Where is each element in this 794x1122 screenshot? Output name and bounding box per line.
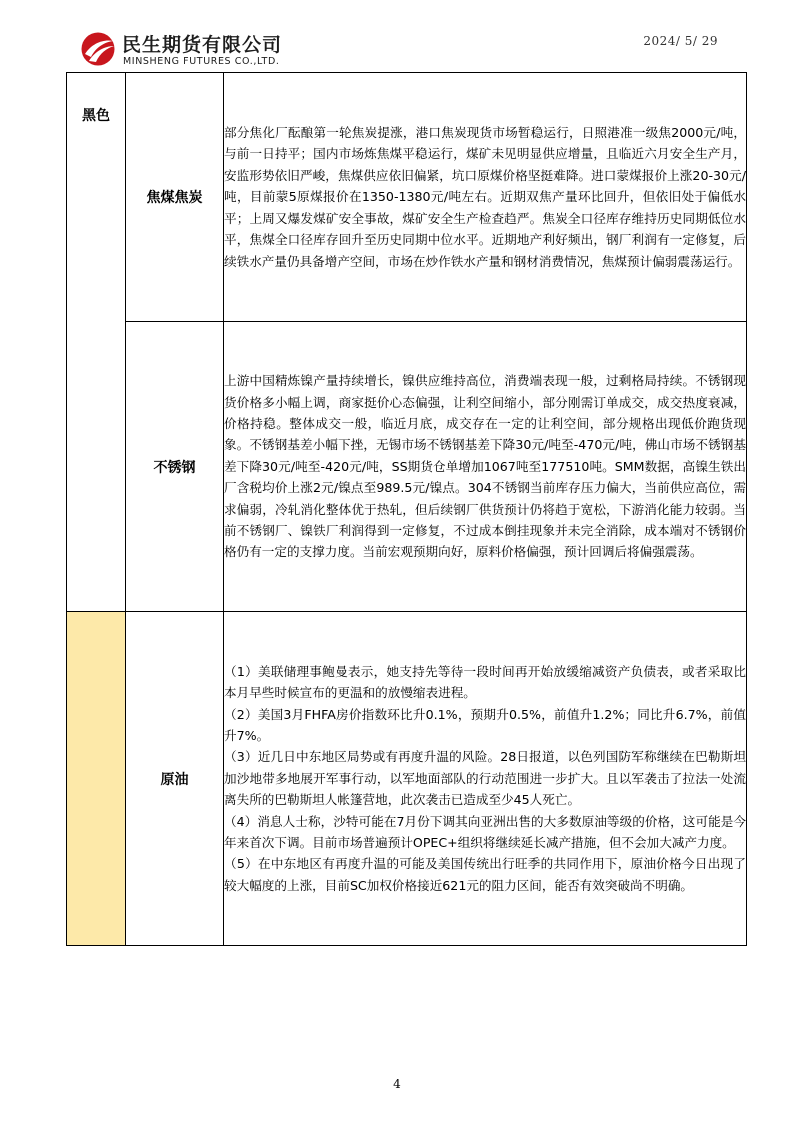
category-cell: 黑色 [67,73,126,612]
brand-name-cn: 民生期货有限公司 [122,34,283,56]
commodity-cell: 焦煤焦炭 [126,73,224,322]
page-number: 4 [393,1077,401,1091]
commodity-analysis-table [66,72,747,946]
analysis-paragraph: （1）美联储理事鲍曼表示，她支持先等待一段时间再开始放缓缩减资产负债表，或者采取比本月早些时候宣布的更温和的放慢缩表进程。 [224,663,746,701]
brand-name-en: MINSHENG FUTURES CO.,LTD. [123,56,280,67]
analysis-paragraph: （2）美国3月FHFA房价指数环比升0.1%，预期升0.5%，前值升1.2%；同比升6.7%，前值升7%。 [224,706,746,743]
analysis-paragraph: （5）在中东地区有再度升温的可能及美国传统出行旺季的共同作用下，原油价格今日出现了较大幅度的上涨，目前SC加权价格接近621元的阻力区间，能否有效突破尚不明确。 [224,856,746,893]
page-header [0,0,794,70]
report-date: 2024/ 5/ 29 [643,34,718,48]
table-row [67,73,747,322]
analysis-paragraph: 上游中国精炼镍产量持续增长，镍供应维持高位，消费端表现一般，过剩格局持续。不锈钢现货价格多小幅上调，商家挺价心态偏强，让利空间缩小，部分刚需订单成交，成交热度衰减，价格持稳。整体成交一般，临近月底，成交存在一定的让利空间，部分规格出现低价跑货现象。不锈钢基差小幅下挫，无锡市场不锈钢基差下降30元/吨至-470元/吨，佛山市场不锈钢基差下降30元/吨至-420元/吨，SS期货仓单增加1067吨至177510吨。SMM数据，高镍生铁出厂含税均价上涨2元/镍点至989.5元/镍点。304不锈钢当前库存压力偏大，当前供应高位，需求偏弱，冷轧消化整体优于热轧，但后续钢厂供货预计仍将趋于宽松，下游消化能力较弱。当前不锈钢厂、镍铁厂利润得到一定修复，不过成本倒挂现象并未完全消除，成本端对不锈钢价格仍有一定的支撑力度。当前宏观预期向好，原料价格偏强，预计回调后将偏强震荡。 [224,373,746,560]
commodity-cell: 不锈钢 [126,322,224,612]
table-row [67,322,747,612]
analysis-paragraph: 部分焦化厂酝酿第一轮焦炭提涨，港口焦炭现货市场暂稳运行，日照港准一级焦2000元/吨，与前一日持平；国内市场炼焦煤平稳运行，煤矿未见明显供应增量，且临近六月安全生产月，安监形势依旧严峻，焦煤供应依旧偏紧，坑口原煤价格坚挺难降。进口蒙煤报价上涨20-30元/吨，目前蒙5原煤报价在1350-1380元/吨左右。近期双焦产量环比回升，但依旧处于偏低水平；上周又爆发煤矿安全事故，煤矿安全生产检查趋严。焦炭全口径库存维持历史同期低位水平，焦煤全口径库存回升至历史同期中位水平。近期地产利好频出，钢厂利润有一定修复，后续铁水产量仍具备增产空间，市场在炒作铁水产量和钢材消费情况，焦煤预计偏弱震荡运行。 [224,125,746,269]
category-cell [67,612,126,946]
analysis-cell [224,612,747,946]
commodity-cell: 原油 [126,612,224,946]
analysis-cell [224,322,747,612]
table-row [67,612,747,946]
analysis-paragraph: （3）近几日中东地区局势或有再度升温的风险。28日报道，以色列国防军称继续在巴勒斯坦加沙地带多地展开军事行动，以军地面部队的行动范围进一步扩大。且以军袭击了拉法一处流离失所的巴勒斯坦人帐篷营地，此次袭击已造成至少45人死亡。 [224,749,746,808]
analysis-cell [224,73,747,322]
minsheng-logo-icon [80,31,116,67]
analysis-paragraph: （4）消息人士称，沙特可能在7月份下调其向亚洲出售的大多数原油等级的价格，这可能是今年来首次下调。目前市场普遍预计OPEC+组织将继续延长减产措施，但不会加大减产力度。 [224,813,746,851]
